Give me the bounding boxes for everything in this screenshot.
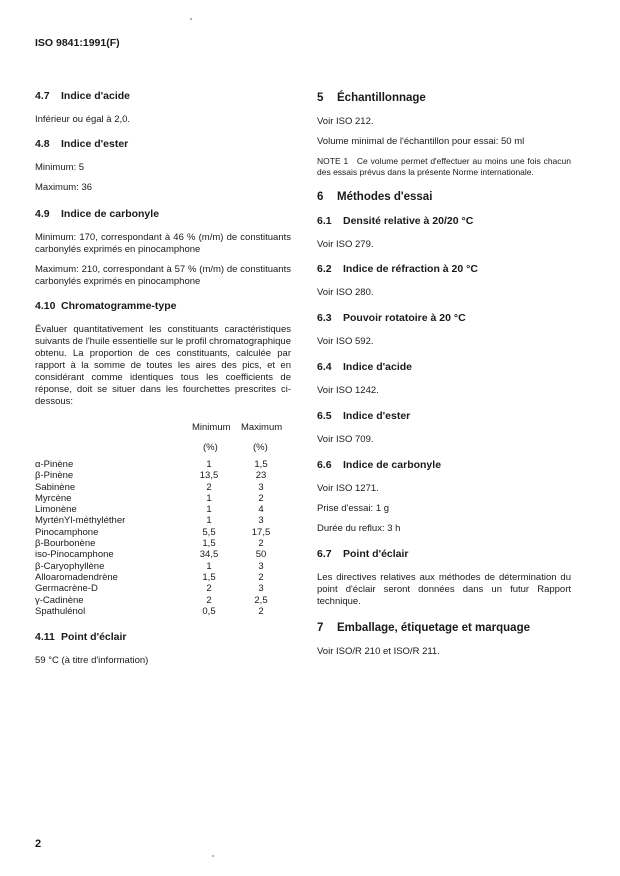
table-row xyxy=(35,493,287,504)
cell-min: 1 xyxy=(206,459,212,470)
text-6-5: Voir ISO 709. xyxy=(317,434,374,445)
document-header: ISO 9841:1991(F) xyxy=(35,37,120,49)
text-4-7: Inférieur ou égal à 2,0. xyxy=(35,114,131,125)
cell-max: 4 xyxy=(258,504,264,516)
text-6-3: Voir ISO 592. xyxy=(317,336,374,347)
heading-4-8: 4.8 Indice d'ester xyxy=(35,138,129,150)
text-6-7: Les directives relatives aux méthodes de détermination du point d'éclair seront données dans un futur Rapport technique. xyxy=(317,572,571,607)
carbonyl-max: Maximum: 210, correspondant à 57 % (m/m) de constituants carbonylés exprimés en pinocamphone xyxy=(35,264,291,287)
heading-6-4: 6.4 Indice d'acide xyxy=(317,361,413,373)
cell-max: 17,5 xyxy=(251,526,271,538)
table-row xyxy=(35,549,287,560)
cell-max: 2 xyxy=(258,605,264,617)
table-row xyxy=(35,515,287,526)
cell-max: 2,5 xyxy=(254,594,268,606)
cell-min: 2 xyxy=(206,583,212,595)
heading-6-6: 6.6 Indice de carbonyle xyxy=(317,459,442,471)
cell-name: β-Caryophyllène xyxy=(35,560,105,572)
cell-min: 13,5 xyxy=(199,470,219,482)
cell-max: 2 xyxy=(258,571,264,583)
cell-name: β-Bourbonène xyxy=(35,538,96,550)
cell-name: γ-Cadinène xyxy=(35,594,84,606)
col-max-label: Maximum xyxy=(241,422,283,433)
cell-min: 1 xyxy=(206,492,212,504)
cell-name: Pinocamphone xyxy=(35,526,99,538)
table-row xyxy=(35,561,287,572)
table-row xyxy=(35,527,287,538)
text-5-b: Volume minimal de l'échantillon pour essai: 50 ml xyxy=(317,136,525,147)
heading-6-2: 6.2 Indice de réfraction à 20 °C xyxy=(317,263,478,275)
carbonyl-min: Minimum: 170, correspondant à 46 % (m/m) de constituants carbonylés exprimés en pinocamphone xyxy=(35,232,291,255)
cell-name: iso-Pinocamphone xyxy=(35,549,114,561)
cell-max: 3 xyxy=(258,481,264,493)
cell-name: Germacrène-D xyxy=(35,583,98,595)
cell-max: 3 xyxy=(258,515,264,527)
cell-max: 3 xyxy=(258,583,264,595)
text-7: Voir ISO/R 210 et ISO/R 211. xyxy=(317,646,440,657)
scan-speck xyxy=(190,18,192,20)
cell-min: 1 xyxy=(206,504,212,516)
col-min-unit: (%) xyxy=(203,442,218,453)
cell-max: 23 xyxy=(255,470,267,482)
text-6-2: Voir ISO 280. xyxy=(317,287,374,298)
heading-7: 7 Emballage, étiquetage et marquage xyxy=(317,622,531,634)
heading-4-11: 4.11 Point d'éclair xyxy=(35,631,127,644)
cell-min: 34,5 xyxy=(199,549,219,561)
cell-min: 1 xyxy=(206,560,212,572)
cell-min: 1,5 xyxy=(202,571,216,583)
text-6-6-b: Prise d'essai: 1 g xyxy=(317,503,390,514)
col-min-label: Minimum xyxy=(192,422,231,433)
heading-6: 6 Méthodes d'essai xyxy=(317,191,433,203)
scan-speck xyxy=(212,855,214,857)
heading-5: 5 Échantillonnage xyxy=(317,92,426,104)
cell-min: 1,5 xyxy=(202,538,216,550)
heading-6-3: 6.3 Pouvoir rotatoire à 20 °C xyxy=(317,312,466,324)
cell-max: 50 xyxy=(255,549,267,561)
ester-max: Maximum: 36 xyxy=(35,182,93,193)
cell-name: MyrténYl-méthyléther xyxy=(35,515,126,527)
cell-min: 5,5 xyxy=(202,526,216,538)
heading-6-5: 6.5 Indice d'ester xyxy=(317,410,411,422)
heading-4-10: 4.10 Chromatogramme-type xyxy=(35,300,177,312)
table-row xyxy=(35,470,287,481)
page-number: 2 xyxy=(35,838,42,850)
cell-name: Myrcène xyxy=(35,492,72,504)
ester-min: Minimum: 5 xyxy=(35,162,85,173)
cell-max: 1,5 xyxy=(254,459,268,470)
cell-name: Alloaromadendrène xyxy=(35,571,118,583)
table-row xyxy=(35,504,287,515)
cell-min: 2 xyxy=(206,481,212,493)
cell-min: 0,5 xyxy=(202,605,216,617)
table-row xyxy=(35,482,287,493)
text-5-a: Voir ISO 212. xyxy=(317,116,374,127)
heading-4-7: 4.7 Indice d'acide xyxy=(35,90,131,102)
table-row xyxy=(35,595,287,606)
note-1: NOTE 1 Ce volume permet d'effectuer au moins une fois chacun des essais prévus dans la présente Norme internationale. xyxy=(317,156,571,177)
cell-max: 3 xyxy=(258,560,264,572)
table-row xyxy=(35,538,287,549)
cell-min: 1 xyxy=(206,515,212,527)
text-4-11: 59 °C (à titre d'information) xyxy=(35,655,149,667)
table-row xyxy=(35,606,287,617)
table-row xyxy=(35,583,287,594)
col-max-unit: (%) xyxy=(253,442,268,453)
chromatogram-text: Évaluer quantitativement les constituants caractéristiques suivants de l'huile essentielle sur le profil chromatographique obtenu. La proportion de ces constituants, calculée par rapport à la somme de toutes les aires des pics, et en considérant comme identiques tous les coefficients de réponse, doit se situer dans les fourchettes prescrites ci-dessous: xyxy=(35,324,291,407)
text-6-4: Voir ISO 1242. xyxy=(317,385,379,396)
cell-name: Spathulénol xyxy=(35,605,86,617)
left-column xyxy=(35,90,291,667)
table-row xyxy=(35,459,287,470)
cell-min: 2 xyxy=(206,594,212,606)
text-6-6-c: Durée du reflux: 3 h xyxy=(317,523,401,534)
heading-6-7: 6.7 Point d'éclair xyxy=(317,548,409,560)
cell-name: Sabinène xyxy=(35,481,76,493)
text-6-1: Voir ISO 279. xyxy=(317,239,374,250)
table-header xyxy=(35,422,291,454)
cell-name: β-Pinène xyxy=(35,470,74,482)
cell-name: α-Pinène xyxy=(35,459,74,470)
cell-max: 2 xyxy=(258,538,264,550)
heading-6-1: 6.1 Densité relative à 20/20 °C xyxy=(317,215,474,227)
constituents-table xyxy=(35,459,287,617)
text-6-6-a: Voir ISO 1271. xyxy=(317,483,379,494)
cell-name: Limonène xyxy=(35,504,77,516)
cell-max: 2 xyxy=(258,492,264,504)
heading-4-9: 4.9 Indice de carbonyle xyxy=(35,208,160,220)
right-column xyxy=(317,92,571,658)
table-row xyxy=(35,572,287,583)
